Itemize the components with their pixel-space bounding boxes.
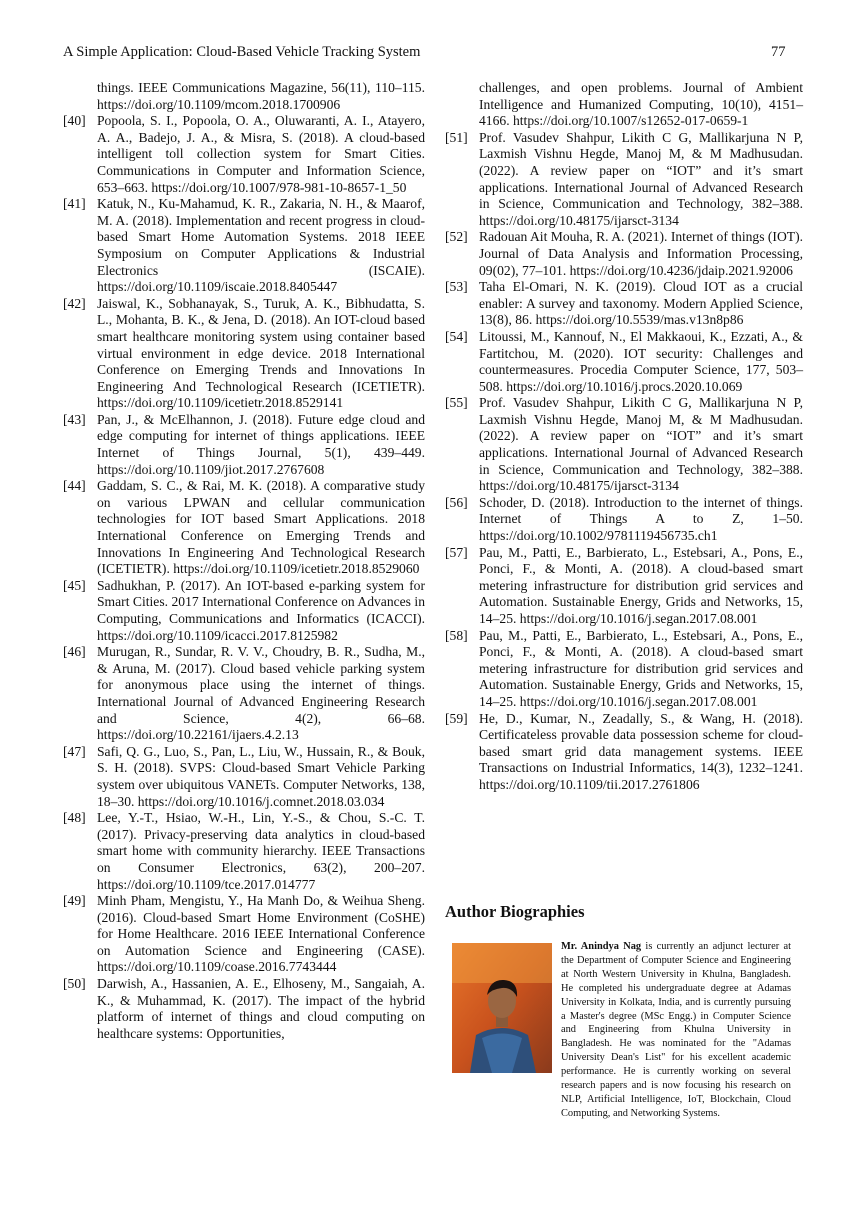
reference-number: [59]: [445, 710, 468, 726]
reference-continuation: things. IEEE Communications Magazine, 56(11), 110–115. https://doi.org/10.1109/mcom.2018.1700906: [97, 80, 425, 112]
reference-entry: [445, 711, 803, 794]
biography-text: is currently an adjunct lecturer at the Department of Computer Science and Engineering at North Western University in Khulna, Bangladesh. He completed his undergraduate degree at Adamas University in Kolkata, India, and is currently pursuing a Master's degree (MSc Engg.) in Computer Science and Engineering from Khulna University in Bangladesh. He was nominated for the "Adamas University Dean's List" for his excellent academic performance. He is currently working on several research papers and is now focusing his research on NLP, Artificial Intelligence, IoT, Blockchain, Cloud Computing, and Networking Systems.: [561, 941, 792, 1119]
reference-number: [42]: [63, 295, 86, 311]
reference-number: [51]: [445, 129, 468, 145]
author-photo: [452, 943, 552, 1073]
reference-text: Taha El-Omari, N. K. (2019). Cloud IOT as a crucial enabler: A survey and taxonomy. Modern Applied Science, 13(8), 86. https://doi.org/10.5539/mas.v13n8p86: [479, 279, 803, 328]
reference-number: [46]: [63, 644, 86, 660]
reference-entry: [445, 279, 803, 329]
reference-entry: [63, 810, 425, 893]
reference-text: Pau, M., Patti, E., Barbierato, L., Estebsari, A., Pons, E., Ponci, F., & Monti, A. (2018). A cloud-based smart metering infrastructure for distribution grid services and Automation. Sustainable Energy, Grids and Networks, 15, 14–25. https://doi.org/10.1016/j.segan.2017.08.001: [479, 627, 803, 709]
reference-text: Sadhukhan, P. (2017). An IOT-based e-parking system for Smart Cities. 2017 International Conference on Advances in Computing, Communications and Informatics (ICACCI). https://doi.org/10.1109/icacci.2017.8125982: [97, 577, 425, 643]
reference-text: Darwish, A., Hassanien, A. E., Elhoseny, M., Sangaiah, A. K., & Muhammad, K. (2017). The impact of the hybrid platform of internet of things and cloud computing on healthcare systems: Opportunities,: [97, 976, 425, 1041]
reference-entry: [445, 395, 803, 495]
reference-entry: [63, 196, 425, 296]
reference-text: Prof. Vasudev Shahpur, Likith C G, Mallikarjuna N P, Laxmish Vishnu Hegde, Manoj M, & M Madhusudan. (2022). A review paper on “IOT” and it’s smart applications. International Journal of Advanced Research in Science, Communication and Technology, 382–388. https://doi.org/10.48175/ijarsct-3134: [479, 129, 803, 228]
reference-number: [40]: [63, 113, 86, 129]
author-name: Mr. Anindya Nag: [561, 941, 642, 952]
reference-text: Popoola, S. I., Popoola, O. A., Oluwaranti, A. I., Atayero, A. A., Badejo, J. A., & Misra, S. (2018). A cloud-based intelligent toll collection system for Smart Cities. Communications in Computer and Information Science, 653–663. https://doi.org/10.1007/978-981-10-8657-1_50: [97, 113, 425, 195]
reference-text: Pau, M., Patti, E., Barbierato, L., Estebsari, A., Pons, E., Ponci, F., & Monti, A. (2018). A cloud-based smart metering infrastructure for distribution grid services and Automation. Sustainable Energy, Grids and Networks, 15, 14–25. https://doi.org/10.1016/j.segan.2017.08.001: [479, 544, 803, 626]
reference-entry: [63, 976, 425, 1042]
reference-text: Pan, J., & McElhannon, J. (2018). Future edge cloud and edge computing for internet of things applications. IEEE Internet of Things Journal, 5(1), 439–449. https://doi.org/10.1109/jiot.2017.2767608: [97, 411, 425, 477]
reference-number: [57]: [445, 544, 468, 560]
references-right-column: [445, 80, 803, 794]
author-biographies-heading: Author Biographies: [445, 902, 585, 921]
reference-text: Litoussi, M., Kannouf, N., El Makkaoui, K., Ezzati, A., & Fartitchou, M. (2020). IOT security: Challenges and countermeasures. Procedia Computer Science, 177, 503–508. https://doi.org/10.1016/j.procs.2020.10.069: [479, 328, 803, 394]
references-left-column: [63, 80, 425, 1042]
reference-number: [56]: [445, 494, 468, 510]
reference-entry: [445, 495, 803, 545]
running-header-title: A Simple Application: Cloud-Based Vehicle Tracking System: [63, 44, 421, 60]
reference-number: [53]: [445, 279, 468, 295]
reference-number: [55]: [445, 395, 468, 411]
reference-number: [41]: [63, 196, 86, 212]
reference-text: Radouan Ait Mouha, R. A. (2021). Internet of things (IOT). Journal of Data Analysis and Information Processing, 09(02), 77–101. https://doi.org/10.4236/jdaip.2021.92006: [479, 229, 803, 278]
reference-text: Lee, Y.-T., Hsiao, W.-H., Lin, Y.-S., & Chou, S.-C. T. (2017). Privacy-preserving data analytics in cloud-based smart home with community hierarchy. IEEE Transactions on Consumer Electronics, 63(2), 200–207. https://doi.org/10.1109/tce.2017.014777: [97, 810, 425, 892]
reference-number: [58]: [445, 627, 468, 643]
reference-text: Safi, Q. G., Luo, S., Pan, L., Liu, W., Hussain, R., & Bouk, S. H. (2018). SVPS: Cloud-based Smart Vehicle Parking system over ubiquitous VANETs. Computer Networks, 138, 18–30. https://doi.org/10.1016/j.comnet.2018.03.034: [97, 743, 425, 809]
reference-text: Minh Pham, Mengistu, Y., Ha Manh Do, & Weihua Sheng. (2016). Cloud-based Smart Home Environment (CoSHE) for Home Healthcare. 2016 IEEE International Conference on Automation Science and Engineering (CASE). https://doi.org/10.1109/coase.2016.7743444: [97, 893, 425, 975]
reference-entry: [63, 412, 425, 478]
reference-entry: [63, 296, 425, 412]
reference-number: [43]: [63, 411, 86, 427]
reference-entry: [63, 744, 425, 810]
reference-entry: [63, 478, 425, 578]
reference-number: [52]: [445, 229, 468, 245]
reference-number: [50]: [63, 976, 86, 992]
reference-entry: [445, 329, 803, 395]
reference-entry: [445, 130, 803, 230]
reference-number: [44]: [63, 478, 86, 494]
reference-text: Prof. Vasudev Shahpur, Likith C G, Mallikarjuna N P, Laxmish Vishnu Hegde, Manoj M, & M Madhusudan. (2022). A review paper on “IOT” and it’s smart applications. International Journal of Advanced Research in Science, Communication and Technology, 382–388. https://doi.org/10.48175/ijarsct-3134: [479, 395, 803, 494]
reference-text: Jaiswal, K., Sobhanayak, S., Turuk, A. K., Bibhudatta, S. L., Mohanta, B. K., & Jena, D. (2018). An IOT-cloud based smart healthcare monitoring system using container based virtual environment in edge device. 2018 International Conference on Emerging Trends and Innovations In Engineering And Technological Research (ICETIETR). https://doi.org/10.1109/icetietr.2018.8529141: [97, 295, 425, 411]
reference-text: Katuk, N., Ku-Mahamud, K. R., Zakaria, N. H., & Maarof, M. A. (2018). Implementation and recent progress in cloud-based Smart Home Automation Systems. 2018 IEEE Symposium on Computer Applications & Industrial Electronics (ISCAIE). https://doi.org/10.1109/iscaie.2018.8405447: [97, 196, 425, 295]
reference-number: [49]: [63, 893, 86, 909]
reference-number: [48]: [63, 810, 86, 826]
reference-continuation: challenges, and open problems. Journal of Ambient Intelligence and Humanized Computing, 10(10), 4151–4166. https://doi.org/10.1007/s12652-017-0659-1: [479, 80, 803, 129]
reference-entry: [63, 578, 425, 644]
reference-entry: [63, 113, 425, 196]
reference-text: Schoder, D. (2018). Introduction to the internet of things. Internet of Things A to Z, 1–50. https://doi.org/10.1002/9781119456735.ch1: [479, 494, 803, 544]
author-biography: [561, 940, 791, 1121]
reference-number: [45]: [63, 577, 86, 593]
reference-text: Gaddam, S. C., & Rai, M. K. (2018). A comparative study on various LPWAN and cellular communication technologies for IOT based Smart Applications. 2018 International Conference on Emerging Trends and Innovations In Engineering And Technological Research (ICETIETR). https://doi.org/10.1109/icetietr.2018.8529060: [97, 478, 425, 577]
reference-entry: [445, 229, 803, 279]
reference-number: [54]: [445, 328, 468, 344]
reference-entry: [445, 628, 803, 711]
reference-entry: [63, 893, 425, 976]
reference-entry: [63, 644, 425, 744]
reference-text: He, D., Kumar, N., Zeadally, S., & Wang, H. (2018). Certificateless provable data possession scheme for cloud-based smart grid data management systems. IEEE Transactions on Industrial Informatics, 14(3), 1232–1241. https://doi.org/10.1109/tii.2017.2761806: [479, 710, 803, 792]
page-number: 77: [771, 44, 786, 60]
reference-text: Murugan, R., Sundar, R. V. V., Choudry, B. R., Sudha, M., & Aruna, M. (2017). Cloud based vehicle parking system for anonymous place using the internet of things. International Journal of Advanced Engineering Research and Science, 4(2), 66–68. https://doi.org/10.22161/ijaers.4.2.13: [97, 644, 425, 743]
reference-entry: [445, 545, 803, 628]
reference-number: [47]: [63, 743, 86, 759]
